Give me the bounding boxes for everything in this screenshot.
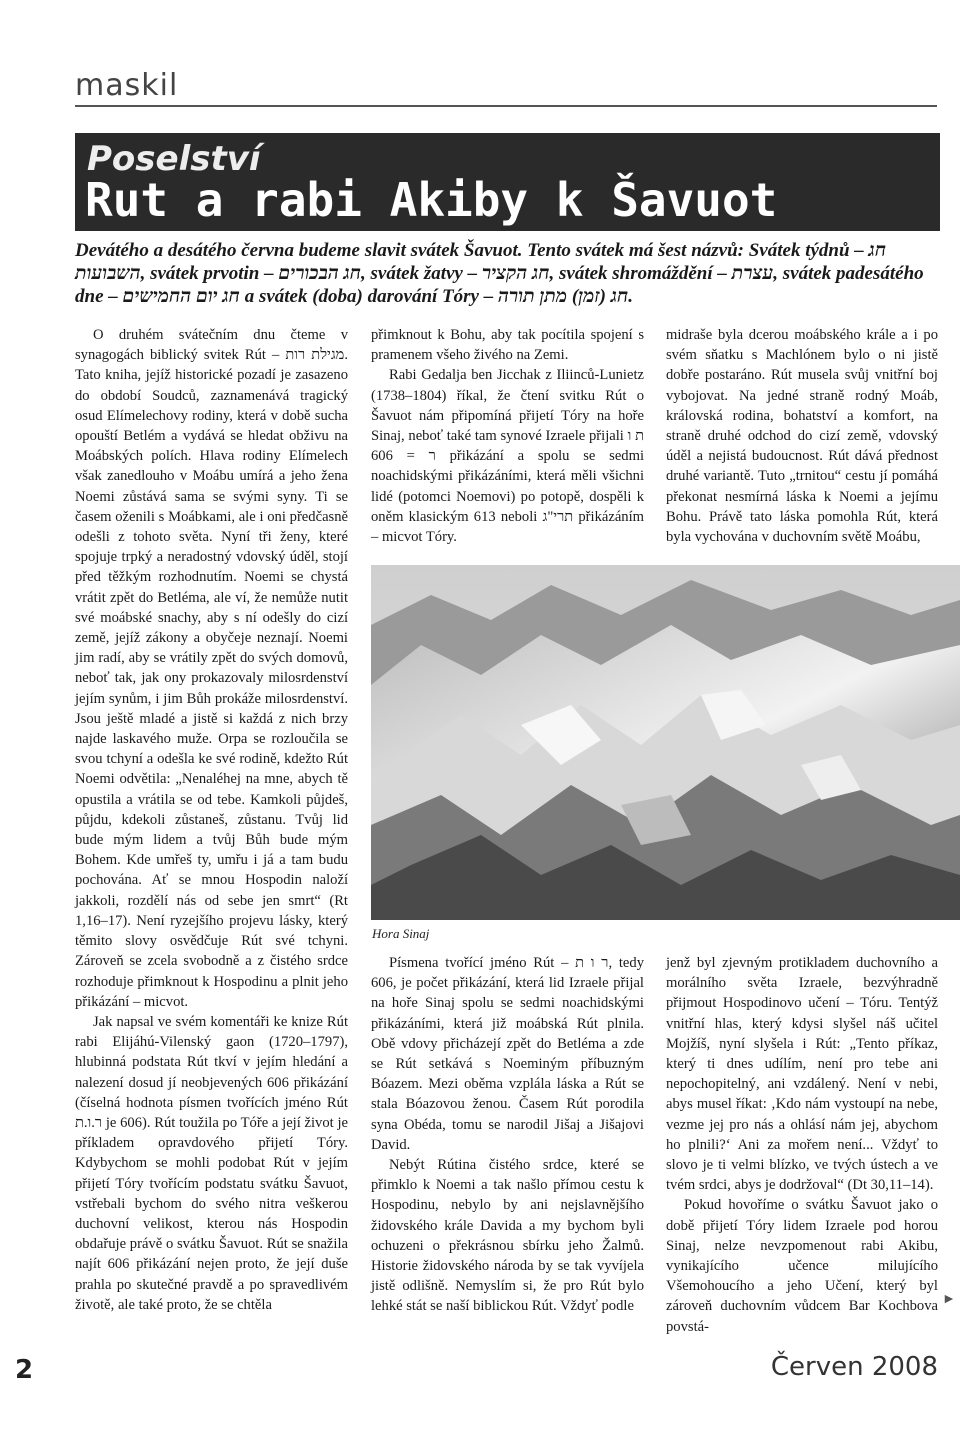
paragraph: přimknout k Bohu, aby tak pocítila spojení s pramenem všeho živého na Zemi.: [371, 327, 644, 364]
text-column-3: [666, 325, 938, 550]
section-kicker: Poselství: [87, 139, 261, 179]
mount-sinai-photo: [371, 565, 960, 920]
article-headline: Rut a rabi Akiby k Šavuot: [85, 173, 778, 227]
text-column-2: [371, 325, 644, 550]
issue-date: Červen 2008: [770, 1352, 938, 1382]
paragraph: Rabi Gedalja ben Jicchak z Iliinců-Lunietz (1738–1804) říkal, že čtení svitku Rút o Šavuot nám připomíná přijetí Tóry na hoře Sinaj, neboť také tam synové Izraele přijali ת ו ר = 606 přikázání a spolu se sedmi noachidskými přikázáními, která měli všichni lidé (potomci Noemovi) po potopě, dospěli k oněm klasickým 613 neboli תרי"ג přikázáním – micvot Tóry.: [371, 367, 645, 546]
paragraph: jenž byl zjevným protikladem duchovního a morálního světa Izraele, bezvýhradně přijmout Hospodinovo učení – Tóru. Tentýž vnitřní hlas, který kdysi slyšel náš učitel Mojžíš, nyní slyšela i Rút: „Tento příkaz, který ti dnes udílím, není pro tebe ani nepochopitelný, ani vzdálený. Není v nebi, abys musel říkat: ‚Kdo nám vystoupí na nebe, vezme jej pro nás a ohlásí nám jej, abychom ho plnili?‘ Ani za mořem není... Vždyť to slovo je ti velmi blízko, ve tvých ústech a ve tvém srdci, abys je dodržoval“ (Dt 30,11–14).: [666, 955, 938, 1194]
article-lead: Devátého a desátého června budeme slavit svátek Šavuot. Tento svátek má šest názvů: Svátek týdnů – חג השבועות, svátek prvotin – חג הבכורים, svátek žatvy – חג הקציר, svátek shromáždění – עצרת, svátek padesátého dne – חג יום החמישים a svátek (doba) darování Tóry – חג (זמן) מתן תורה.: [75, 240, 924, 307]
text-column-1: [75, 325, 348, 1315]
text-column-5: [666, 953, 938, 1335]
text-column-4: [371, 953, 644, 1313]
paragraph: Písmena tvořící jméno Rút – ר ו ת, tedy 606, je počet přikázání, která lid Izraele přijal na hoře Sinaj spolu se sedmi noachidskými přikázáními, která již moábská Rút plnila. Obě vdovy přicházejí zpět do Betléma a zde se Rút setkává s Noeminým příbuzným Bóazem. Mezi oběma vzplála láska a Rút se stala Bóazovou ženou. Časem Rút porodila syna Obéda, tomu se narodil Jišaj a Jišajovi David.: [371, 955, 644, 1153]
photo-caption: Hora Sinaj: [372, 926, 430, 941]
continuation-arrow-icon: ►: [942, 1292, 956, 1307]
masthead-logo: maskil: [75, 68, 937, 107]
paragraph: Jak napsal ve svém komentáři ke knize Rút rabi Elijáhú-Vilenský gaon (1720–1797), hlubinná podstata Rút tkví v jejím hledání a nalezení dosud jí neobjevených 606 přikázání (číselná hodnota písmen tvořících jméno Rút ר.ו.ת je 606). Rút toužila po Tóře a její život je příkladem opravdového přijetí Tóry. Kdybychom se mohli podobat Rút v jejím přijetí Tóry tvořícím podstatu svátku Šavuot, vstřebali bychom do svého nitra veškerou duchovní velikost, kterou nás Hospodin obdařuje právě o svátku Šavuot. Rút se snažila najít 606 přikázání nejen proto, že její duše prahla po skutečné pravdě a po spravedlivém životě, ale také proto, že se chtěla: [75, 1013, 348, 1313]
paragraph: Nebýt Rútina čistého srdce, které se přimklo k Noemi a tak našlo přímou cestu k Hospodinu, nebylo by ani nejslavnějšího židovského krále Davida a my bychom byli ochuzeni o překrásnou sbírku jeho Žalmů. Historie židovského národa by se tak vyvíjela jistě odlišně. Nemyslím si, že pro Rút bylo lehké stát se naší biblickou Rút. Vždyť podle: [371, 1157, 644, 1315]
title-box: [75, 133, 940, 231]
page-number: 2: [15, 1355, 34, 1385]
paragraph: O druhém svátečním dnu čteme v synagogách biblický svitek Rút – מגילת רות. Tato kniha, jejíž historické pozadí je zasazeno do období Soudců, zaznamenává tragický osud Elímelechovy rodiny, která v době sucha opouští Betlém a vydává se hledat obživu na Moábských polích. Hlava rodiny Elímelech však zanedlouho v Moábu umírá a jeho žena Noemi zůstává sama se svými syny. Ti se časem oženili s Moábkami, ale i oni předčasně odešli z tohoto světa. Nyní tři ženy, které spojuje trpký a neradostný vdovský úděl, stojí před těžkým rozhodnutím. Noemi se chystá vrátit zpět do Betléma, ale ví, že nemůže nutit své moábské snachy, aby s ní odešly do cizí země, jejíž zákony a obyčeje neznají. Noemi jim radí, aby se vrátily zpět do svých domovů, neboť tak, jak ony prokazovaly milosrdenství jejím synům, i jim Bůh prokáže milosrdenství. Jsou ještě mladé a jistě si každá z nich brzy najde laskavého muže. Orpa se rozloučila se svou tchyní a odešla ke své rodině, kdežto Rút Noemi odvětila: „Nenaléhej na mne, abych tě opustila a vrátila se od tebe. Kamkoli půjdeš, půjdu, kdekoli zůstaneš, zůstanu. Tvůj lid bude mým lidem a tvůj Bůh bude mým Bohem. Kde umřeš ty, umřu i já a tam budu pochována. Ať se mnou Hospodin naloží jakkoli, rozdělí nás od sebe jen smrt“ (Rt 1,16–17). Není ryzejšího projevu lásky, který těmito slovy osvědčuje Rút své tchyni. Zároveň se zcela svobodně a z čistého srdce rozhoduje přimknout k Hospodinu a plnit jeho přikázání – micvot.: [75, 327, 348, 1010]
paragraph: Pokud hovoříme o svátku Šavuot jako o době přijetí Tóry lidem Izraele pod horou Sinaj, nelze nevzpomenout rabi Akibu, vynikajícího učence milujícího Všemohoucího a jeho Učení, který byl zároveň duchovním vůdcem Bar Kochbova povstá-: [666, 1197, 938, 1335]
paragraph: midraše byla dcerou moábského krále a i po svém sňatku s Machlónem bylo o ni jistě dobře postaráno. Rút musela svůj vnitřní boj vybojovat. Na jedné straně rodný Moáb, královská rodina, bohatství a komfort, na straně druhé odchod do cizí země, vdovský úděl a nejistá budoucnost. Rút dává přednost druhé variantě. Tuto „trnitou“ cestu jí pomáhá překonat nesmírná láska k Noemi a jejímu Bohu. Právě tato láska pomohla Rút, která byla vychována v duchovním světě Moábu,: [666, 327, 938, 546]
